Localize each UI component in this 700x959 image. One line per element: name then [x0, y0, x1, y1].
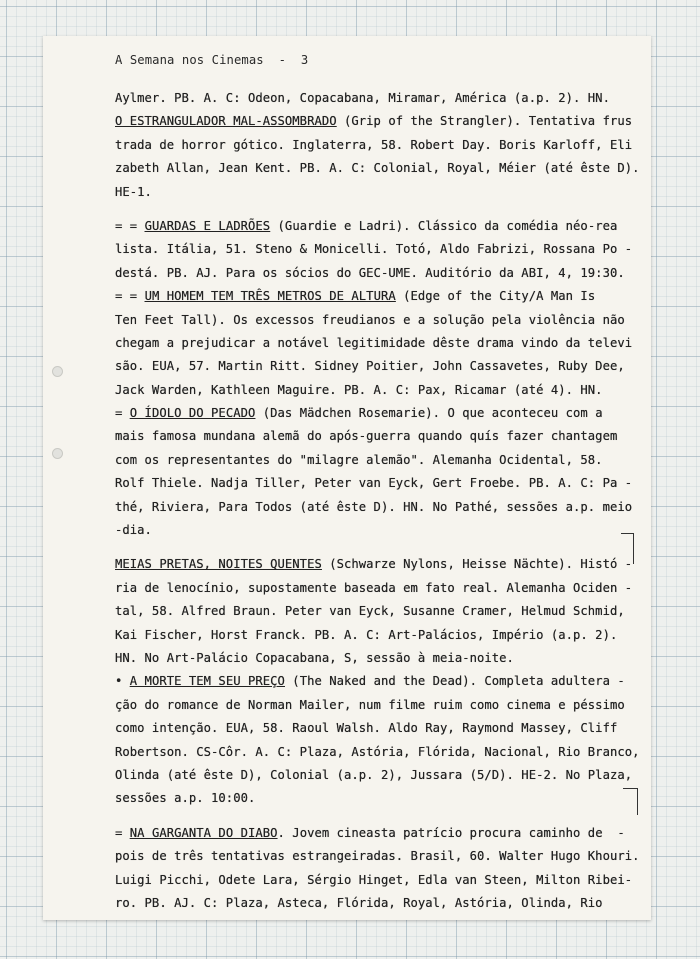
film-title: GUARDAS E LADRÕES [144, 218, 271, 233]
film-title: O ESTRANGULADOR MAL-ASSOMBRADO [115, 114, 337, 129]
paragraph [115, 215, 640, 542]
text-line: MEIAS PRETAS, NOITES QUENTES (Schwarze Nylons, Heisse Nächte). Histó - [115, 557, 633, 572]
page-header: A Semana nos Cinemas - 3 [115, 53, 309, 67]
text-line: ro. PB. AJ. C: Plaza, Asteca, Flórida, Royal, Astória, Olinda, Rio [115, 895, 603, 910]
text-line: são. EUA, 57. Martin Ritt. Sidney Poitier, John Cassavetes, Ruby Dee, [115, 359, 625, 374]
text-line: Kai Fischer, Horst Franck. PB. A. C: Art-Palácios, Império (a.p. 2). [115, 627, 618, 642]
text-line: HE-1. [115, 184, 152, 199]
text-line: = = GUARDAS E LADRÕES (Guardie e Ladri). Clássico da comédia néo-rea [115, 218, 618, 233]
text-line: -dia. [115, 523, 152, 538]
text-line: destá. PB. AJ. Para os sócios do GEC-UME. Auditório da ABI, 4, 19:30. [115, 265, 625, 280]
text-line: chegam a prejudicar a notável legitimidade dêste drama vindo da televi [115, 335, 633, 350]
film-title: O ÍDOLO DO PECADO [129, 406, 256, 421]
paragraph [115, 553, 640, 810]
text-line: O ESTRANGULADOR MAL-ASSOMBRADO (Grip of the Strangler). Tentativa frus [115, 114, 633, 129]
text-line: pois de três tentativas estrangeiradas. Brasil, 60. Walter Hugo Khouri. [115, 849, 640, 864]
pen-bracket-mark [623, 788, 638, 815]
punch-hole-bottom [52, 448, 63, 459]
film-title: NA GARGANTA DO DIABO [129, 825, 278, 840]
text-line: trada de horror gótico. Inglaterra, 58. Robert Day. Boris Karloff, Eli [115, 137, 633, 152]
text-line: thé, Riviera, Para Todos (até êste D). HN. No Pathé, sessões a.p. meio [115, 499, 633, 514]
text-line: Rolf Thiele. Nadja Tiller, Peter van Eyck, Gert Froebe. PB. A. C: Pa - [115, 476, 633, 491]
text-line: • A MORTE TEM SEU PREÇO (The Naked and the Dead). Completa adultera - [115, 674, 625, 689]
film-title: A MORTE TEM SEU PREÇO [129, 674, 285, 689]
paragraph [115, 87, 640, 204]
text-line: tal, 58. Alfred Braun. Peter van Eyck, Susanne Cramer, Helmud Schmid, [115, 604, 625, 619]
text-line: ria de lenocínio, supostamente baseada em fato real. Alemanha Ociden - [115, 580, 633, 595]
text-line: com os representantes do "milagre alemão". Alemanha Ocidental, 58. [115, 452, 603, 467]
text-line: como intenção. EUA, 58. Raoul Walsh. Aldo Ray, Raymond Massey, Cliff [115, 721, 618, 736]
text-line: Aylmer. PB. A. C: Odeon, Copacabana, Miramar, América (a.p. 2). HN. [115, 91, 610, 105]
text-line: sessões a.p. 10:00. [115, 791, 256, 806]
pen-bracket-mark [621, 533, 634, 564]
punch-hole-top [52, 366, 63, 377]
text-line: mais famosa mundana alemã do após-guerra quando quís fazer chantagem [115, 429, 618, 444]
text-line: = NA GARGANTA DO DIABO. Jovem cineasta patrício procura caminho de - [115, 825, 625, 840]
page-body [115, 87, 640, 920]
text-line: Olinda (até êste D), Colonial (a.p. 2), Jussara (5/D). HE-2. No Plaza, [115, 767, 633, 782]
text-line: Luigi Picchi, Odete Lara, Sérgio Hinget, Edla van Steen, Milton Ribei- [115, 872, 633, 887]
text-line: = = UM HOMEM TEM TRÊS METROS DE ALTURA (Edge of the City/A Man Is [115, 289, 596, 304]
text-line: = O ÍDOLO DO PECADO (Das Mädchen Rosemarie). O que aconteceu com a [115, 406, 603, 421]
film-title: UM HOMEM TEM TRÊS METROS DE ALTURA [144, 289, 396, 304]
paragraph [115, 822, 640, 916]
text-line: ção do romance de Norman Mailer, num filme ruim como cinema e péssimo [115, 697, 625, 712]
typewritten-page [43, 36, 651, 920]
text-line: Robertson. CS-Côr. A. C: Plaza, Astória, Flórida, Nacional, Rio Branco, [115, 744, 640, 759]
film-title: MEIAS PRETAS, NOITES QUENTES [115, 557, 322, 572]
text-line: lista. Itália, 51. Steno & Monicelli. Totó, Aldo Fabrizi, Rossana Po - [115, 242, 633, 257]
text-line: Jack Warden, Kathleen Maguire. PB. A. C: Pax, Ricamar (até 4). HN. [115, 382, 603, 397]
text-line: zabeth Allan, Jean Kent. PB. A. C: Colonial, Royal, Méier (até êste D). [115, 161, 640, 176]
text-line: Ten Feet Tall). Os excessos freudianos e a solução pela violência não [115, 312, 625, 327]
text-line: HN. No Art-Palácio Copacabana, S, sessão à meia-noite. [115, 650, 514, 665]
